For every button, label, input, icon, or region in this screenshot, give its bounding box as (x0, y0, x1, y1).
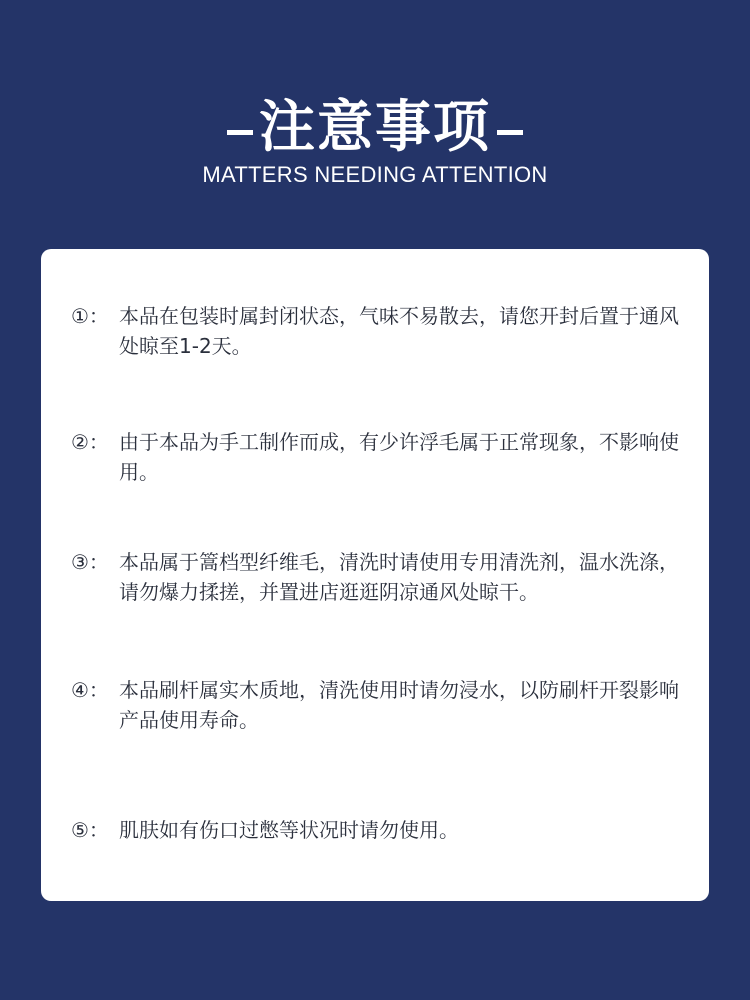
note-number: ②： (71, 430, 109, 454)
title-left-dash (227, 130, 253, 135)
note-text: 本品属于篙档型纤维毛，清洗时请使用专用清洗剂，温水洗涤，请勿爆力揉搓，并置进店逛逛阴凉通风处晾干。 (119, 550, 679, 604)
note-item-1 (71, 301, 691, 361)
note-text: 本品刷杆属实木质地，清洗使用时请勿浸水，以防刷杆开裂影响产品使用寿命。 (119, 678, 679, 732)
note-number: ③： (71, 550, 109, 574)
note-item-3 (71, 547, 691, 607)
notes-card (41, 249, 709, 901)
note-number: ④： (71, 678, 109, 702)
note-number: ①： (71, 304, 109, 328)
note-item-5 (71, 815, 691, 845)
note-text: 由于本品为手工制作而成，有少许浮毛属于正常现象，不影响使用。 (119, 430, 679, 484)
note-number: ⑤： (71, 818, 109, 842)
title-right-dash (497, 130, 523, 135)
page-subtitle: MATTERS NEEDING ATTENTION (202, 162, 548, 187)
page-title: 注意事项 (259, 95, 491, 160)
note-item-2 (71, 427, 691, 487)
header (0, 0, 750, 250)
title-row (0, 92, 750, 164)
note-item-4 (71, 675, 691, 735)
note-text: 本品在包装时属封闭状态，气味不易散去，请您开封后置于通风处晾至1-2天。 (119, 304, 679, 358)
note-text: 肌肤如有伤口过憋等状况时请勿使用。 (119, 818, 459, 842)
